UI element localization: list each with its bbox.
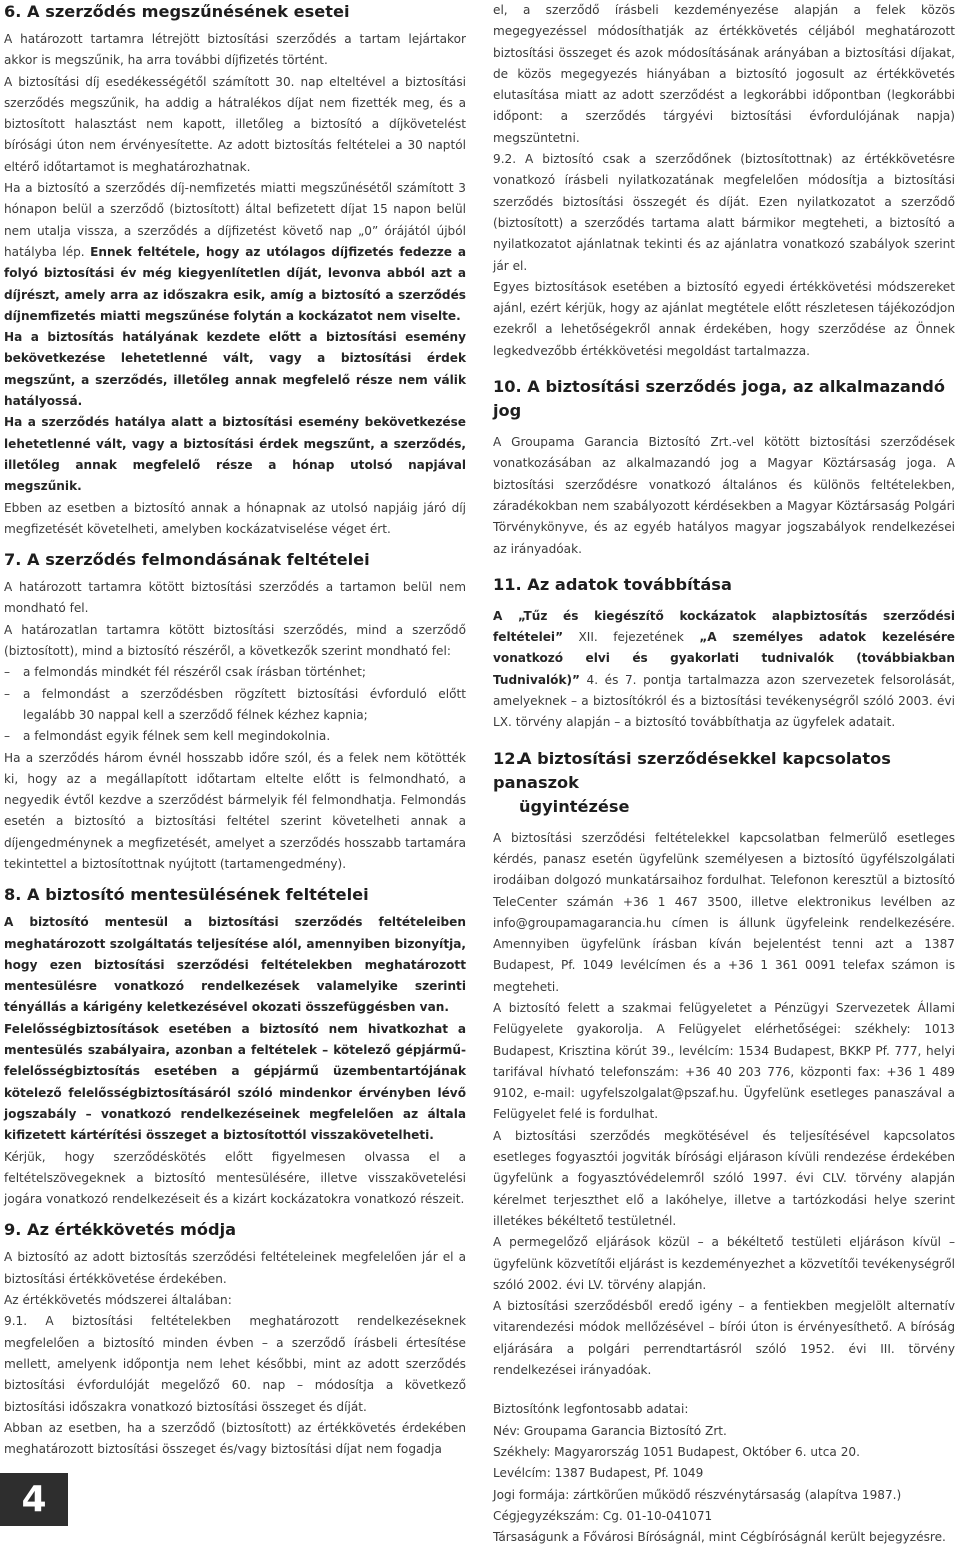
company-data-heading: Biztosítónk legfontosabb adatai: xyxy=(493,1402,689,1417)
section-6-paragraph-2: A biztosítási díj esedékességétől számított 30. nap elteltével a biztosítási szerződés megszűnik, ha addig a hátralékos díjat nem fizették meg, és a biztosított halasztást nem kapott, illetőleg a biztosító a díjkövetelést bírósági úton nem érvényesítette. Az adott biztosítás feltételei a 30 naptól eltérő időtartamot is meghatározhatnak. xyxy=(4,74,466,174)
section-9-paragraph-4: Abban az esetben, ha a szerződő (biztosított) az értékkövetés érdekében meghatározott biztosítási összeget és/vagy biztosítási díjat nem fogadja xyxy=(4,1420,466,1457)
section-9-paragraph-5: 9.2. A biztosító csak a szerződőnek (biztosítottnak) az értékkövetésre vonatkozó írásbeli nyilatkozatának megfelelően módosítja a biztosítási szerződés biztosítási összegét és díját. Ezen nyilatkozatot a szerződő (biztosított) a szerződés tartama alatt bármikor megteheti, a biztosító a nyilatkozatot ajánlatnak tekinti és az ajánlatra vonatkozó szabályok szerint jár el. xyxy=(493,152,955,273)
section-6-paragraph-6: Ebben az esetben a biztosító annak a hónapnak az utolsó napjáig járó díj megfizetését követelheti, amelyben kockázatviselése véget ért. xyxy=(4,500,466,536)
section-9-heading: 9. Az értékkövetés módja xyxy=(4,1220,237,1240)
company-data-line: Cégjegyzékszám: Cg. 01-10-041071 xyxy=(493,1508,713,1523)
section-7-heading: 7. A szerződés felmondásának feltételei xyxy=(4,550,370,570)
company-data-line: Jogi formája: zártkörűen működő részvénytársaság (alapítva 1987.) xyxy=(493,1487,902,1502)
company-data-line: Név: Groupama Garancia Biztosító Zrt. xyxy=(493,1423,727,1438)
section-11-paragraph-1 xyxy=(493,606,955,734)
company-data-line: Székhely: Magyarország 1051 Budapest, Október 6. utca 20. xyxy=(493,1444,860,1459)
section-7-paragraph-3: Ha a szerződés három évnél hosszabb időre szól, és a felek nem kötötték ki, hogy az a megállapított időtartam eltelte előtt is felmondható, a negyedik évtől kezdve a szerződést bármelyik fél felmondhatja. Felmondás esetén a biztosító a biztosítási feltétel szerint követelheti annak a díjengedménynek a megfizetését, amelyet a szerződés hosszabb tartamára tekintettel a biztosítottnak nyújtott (tartamengedmény). xyxy=(4,750,466,871)
section-11-text-b: XII. fejezetének xyxy=(578,630,684,645)
section-9-paragraph-6: Egyes biztosítások esetében a biztosító egyedi értékkövetési módszereket ajánl, ezért kérjük, hogy az ajánlat megtétele előtt részletesen tájékozódjon ezekről a lehetőségekről annak érdekében, hogy szerződése az Önnek legkedvezőbb értékkövetési megoldást tartalmazza. xyxy=(493,279,955,358)
section-12-paragraph-1: A biztosítási szerződési feltételekkel kapcsolatban felmerülő esetleges kérdés, panasz esetén ügyfelünk személyesen a biztosító ügyfélszolgálati irodáiban dolgozó munkatársaihoz fordulhat. Telefonon keresztül a biztosító TeleCenter számán +36 1 467 3500, illetve elektronikus levélben az info@groupamagarancia.hu címen is állunk ügyfeleink rendelkezésére. Amennyiben ügyfelünk írásban kíván bejelentést tenni azt a 1387 Budapest, Pf. 1049 levélcímen és a +36 1 361 0091 telefax számon is megteheti. xyxy=(493,830,955,994)
section-12-title-line-2: ügyintézése xyxy=(519,796,630,816)
section-9-paragraph-2: Az értékkövetés módszerei általában: xyxy=(4,1293,232,1308)
section-6-heading: 6. A szerződés megszűnésének esetei xyxy=(4,2,350,21)
company-data-line: Társaságunk a Fővárosi Bíróságnál, mint Cégbíróságnál került bejegyzésre. xyxy=(493,1530,946,1545)
section-12-number: 12. xyxy=(493,748,522,768)
section-12-paragraph-4: A permegelőző eljárások közül – a békéltető testületi eljáráson kívül – ügyfelünk közvetítői eljárást is kezdeményezhet a közvetítői tevékenységről szóló 2002. évi LV. törvény alapján. xyxy=(493,1235,955,1292)
section-11-text-d: 4. és 7. pontja tartalmazza azon szervezetek felsorolását, amelyeknek – a biztosítókról és a biztosítási tevékenységről szóló 2003. évi LX. törvény alapján – a biztosító továbbíthatja az ügyfelek adatait. xyxy=(493,672,955,730)
section-12-paragraph-2: A biztosító felett a szakmai felügyeletet a Pénzügyi Szervezetek Állami Felügyelete gyakorolja. A Felügyelet elérhetőségei: székhely: 1013 Budapest, Krisztina körút 39., levélcím: 1534 Budapest, BKKP Pf. 777, helyi tarifával hívható telefonszám: +36 40 203 776, központi fax: +36 1 489 9102, e-mail: ugyfelszolgalat@pszaf.hu. Ügyfelünk esetleges panaszával a Felügyelet felé is fordulhat. xyxy=(493,1000,955,1122)
left-column xyxy=(4,0,466,1460)
section-11-bold-c: „A személyes adatok kezelésére vonatkozó elvi és gyakorlati tudnivalók (továbbiakban Tudnivalók)” xyxy=(493,630,955,687)
section-7-list xyxy=(4,662,466,747)
section-10-paragraph-1: A Groupama Garancia Biztosító Zrt.-vel kötött biztosítási szerződések vonatkozásában az alkalmazandó jog a Magyar Köztársaság joga. A biztosítási szerződésre vonatkozó általános és különös feltételekben, záradékokban nem szabályozott kérdésekben a Magyar Köztársaság Polgári Törvénykönyve, és az egyéb hatályos magyar jogszabályok rendelkezései az irányadóak. xyxy=(493,435,955,556)
section-6-paragraph-5: Ha a szerződés hatálya alatt a biztosítási esemény bekövetkezése lehetetlenné vált, vagy a biztosítási érdek megszűnt, a szerződés, illetőleg annak megfelelő része a hónap utolsó napjával megszűnik. xyxy=(4,415,466,494)
section-9-continuation: el, a szerződő írásbeli kezdeményezése alapján a felek közös megegyezéssel módosíthatják az értékkövetés céljából meghatározott biztosítási összeget és azok módosításának arányában a biztosítási díjakat, de közös megegyezés hiányában a biztosító jogosult az értékkövetés elutasítása miatt az adott szerződést a legkorábbi időpontban (legkorábbi időpont: a szerződés tárgyévi biztosítási évfordulójának napja) megszüntetni. xyxy=(493,3,955,145)
section-9-paragraph-3: 9.1. A biztosítási feltételekben meghatározott rendelkezéseknek megfelelően a biztosító minden évben – a szerződő írásbeli értesítése mellett, amelyenk időpontja nem lehet későbbi, mint az adott szerződés biztosítási évfordulóját megelőző 60. nap – módosítja a következő biztosítási időszakra vonatkozó biztosítási összeget és díját. xyxy=(4,1314,466,1414)
section-11-heading: 11. Az adatok továbbítása xyxy=(493,574,732,594)
company-data-line: Levélcím: 1387 Budapest, Pf. 1049 xyxy=(493,1466,704,1481)
section-6-paragraph-3 xyxy=(4,178,466,327)
right-column xyxy=(493,0,955,1548)
section-12-heading xyxy=(493,747,955,819)
section-8-paragraph-3: Kérjük, hogy szerződéskötés előtt figyelmesen olvassa el a feltételszövegeknek a biztosító mentesülésére, illetve visszakövetelési jogára vonatkozó rendelkezéseit és a kizárt kockázatokra vonatkozó részeit. xyxy=(4,1149,466,1207)
section-6-paragraph-1: A határozott tartamra létrejött biztosítási szerződés a tartam lejártakor akkor is megszűnik, ha arra további díjfizetés történt. xyxy=(4,32,466,68)
section-6-paragraph-4: Ha a biztosítás hatályának kezdete előtt a biztosítási esemény bekövetkezése lehetetlenné vált, vagy a biztosítási érdek megszűnt, a szerződés, illetőleg annak megfelelő része nem válik hatályossá. xyxy=(4,330,466,409)
section-12-paragraph-3: A biztosítási szerződés megkötésével és teljesítésével kapcsolatos esetleges fogyasztói jogviták bírósági eljárason kívüli rendezése érdekében ügyfelünk a fogyasztóvédelemről szóló 1997. évi CLV. törvény alapján kérelmet terjeszthet elő a lakóhelye, illetve a tartózkodási helye szerint illetékes békéltető testületnél. xyxy=(493,1128,955,1228)
list-item: – a felmondás mindkét fél részéről csak írásban történhet; xyxy=(4,662,466,683)
list-item: – a felmondást a szerződésben rögzített biztosítási évforduló előtt legalább 30 nappal kell a szerződő félnek kézhez kapnia; xyxy=(4,684,466,727)
section-11-bold-a: A „Tűz és kiegészítő kockázatok alapbiztosítás szerződési feltételei” xyxy=(493,608,955,645)
section-9-paragraph-1: A biztosító az adott biztosítás szerződési feltételeinek megfelelően jár el a biztosítási értékkövetése érdekében. xyxy=(4,1250,466,1286)
section-8-paragraph-1: A biztosító mentesül a biztosítási szerződés feltételeiben meghatározott szolgáltatás teljesítése alól, amennyiben bizonyítja, hogy ezen biztosítási szerződési feltételekben meghatározott mentesülésre vonatkozó rendelkezések valamelyike szerinti tényállás a kárigény keletkezésével okozati összefüggésben van. xyxy=(4,915,466,1015)
section-10-heading: 10. A biztosítási szerződés joga, az alkalmazandó jog xyxy=(493,377,945,421)
section-6-paragraph-3-text: Ha a biztosító a szerződés díj-nemfizetés miatti megszűnésétől számított 3 hónapon belül a szerződő (biztosított) által befizetett díjat 15 napon belül nem utalja vissza, a szerződés a díjfizetést követő nap „0” órájától újból hatályba lép. xyxy=(4,181,466,259)
section-12-title-line-1: A biztosítási szerződésekkel kapcsolatos panaszok xyxy=(493,748,891,792)
list-item: – a felmondást egyik félnek sem kell megindokolnia. xyxy=(4,726,466,747)
page-number-badge: 4 xyxy=(0,1473,68,1526)
section-6-paragraph-3-bold: Ennek feltétele, hogy az utólagos díjfizetés fedezze a folyó biztosítási év még kiegyenlítetlen díját, levonva abból azt a díjrészt, amely arra az időszakra esik, amíg a biztosító a szerződés díjnemfizetés miatti megszűnése folytán a kockázatot nem viselte. xyxy=(4,244,466,323)
spacer xyxy=(493,1381,955,1399)
section-8-paragraph-2: Felelősségbiztosítások esetében a biztosító nem hivatkozhat a mentesülés szabályaira, azonban a feltételek – kötelező gépjármű-felelősségbiztosítás esetében a gépjármű üzembentartójának kötelező felelősségbiztosításáról szóló mindenkor érvényben lévő jogszabály – vonatkozó rendelkezéseinek megfelelően az általa kifizetett kártérítési összeget a biztosítottól visszakövetelheti. xyxy=(4,1021,466,1143)
section-7-paragraph-2: A határozatlan tartamra kötött biztosítási szerződés, mind a szerződő (biztosított), mind a biztosító részéről, a következők szerint mondható fel: xyxy=(4,622,466,659)
section-12-paragraph-5: A biztosítási szerződésből eredő igény – a fentiekben megjelölt alternatív vitarendezési módok mellőzésével – bírói úton is érvényesíthető. A bíróság eljárására a polgári perrendtartásról szóló 1952. évi III. törvény rendelkezései irányadóak. xyxy=(493,1299,955,1378)
section-7-paragraph-1: A határozott tartamra kötött biztosítási szerződés a tartamon belül nem mondható fel. xyxy=(4,580,466,616)
section-8-heading: 8. A biztosító mentesülésének feltételei xyxy=(4,885,369,905)
